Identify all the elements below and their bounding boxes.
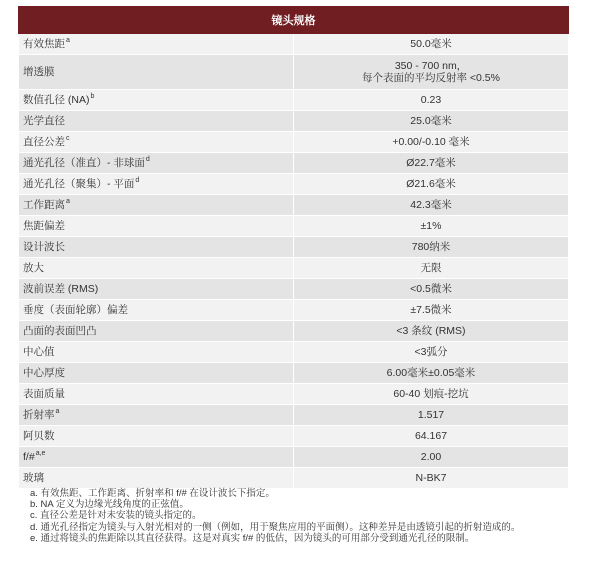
spec-name-cell <box>19 321 294 342</box>
spec-value: 无限 <box>420 262 442 274</box>
spec-value: 60-40 划痕-挖坑 <box>393 388 469 400</box>
spec-value: <0.5微米 <box>410 283 452 295</box>
spec-value-cell <box>294 300 569 321</box>
table-row <box>19 174 569 195</box>
table-row <box>19 237 569 258</box>
spec-name-cell <box>19 111 294 132</box>
spec-name-cell <box>19 405 294 426</box>
spec-name: 玻璃 <box>23 472 44 484</box>
spec-name: 垂度（表面轮廓）偏差 <box>23 304 128 316</box>
table-row <box>19 300 569 321</box>
spec-name-cell <box>19 300 294 321</box>
table-row <box>19 34 569 55</box>
spec-name: f/# <box>23 451 35 463</box>
spec-name-cell <box>19 279 294 300</box>
spec-name-cell <box>19 384 294 405</box>
spec-name-cell <box>19 468 294 489</box>
spec-name-cell <box>19 174 294 195</box>
spec-name: 通光孔径（准直）- 非球面 <box>23 157 145 169</box>
table-row <box>19 405 569 426</box>
spec-name: 工作距离 <box>23 199 65 211</box>
footnote: e. 通过将镜头的焦距除以其直径获得。这是对真实 f/# 的低估，因为镜头的可用部分受到通光孔径的限制。 <box>30 532 475 544</box>
spec-value-cell <box>294 363 569 384</box>
spec-value: 350 - 700 nm， <box>394 60 468 72</box>
spec-value: ±7.5微米 <box>410 304 452 316</box>
table-row <box>19 195 569 216</box>
footnote-marker: a,e <box>35 449 46 457</box>
table-row <box>19 384 569 405</box>
spec-name: 放大 <box>23 262 44 274</box>
spec-value-cell <box>294 405 569 426</box>
spec-name: 数值孔径 (NA) <box>23 94 90 106</box>
spec-value-cell <box>294 279 569 300</box>
table-title: 镜头规格 <box>19 7 569 34</box>
spec-name-cell <box>19 447 294 468</box>
spec-name-cell <box>19 426 294 447</box>
spec-value: Ø22.7毫米 <box>406 157 456 169</box>
footnote-marker: a <box>55 407 60 415</box>
footnote-marker: a <box>66 36 70 44</box>
spec-value-line2: 每个表面的平均反射率 <0.5% <box>362 72 500 84</box>
table-row <box>19 426 569 447</box>
spec-name-cell <box>19 237 294 258</box>
spec-value: 25.0毫米 <box>410 115 452 127</box>
table-body <box>19 34 569 489</box>
spec-name-cell <box>19 132 294 153</box>
spec-value-cell <box>294 426 569 447</box>
spec-name-cell <box>19 34 294 55</box>
spec-value: N-BK7 <box>415 472 447 484</box>
spec-name: 光学直径 <box>23 115 65 127</box>
spec-name: 凸面的表面凹凸 <box>23 325 97 337</box>
spec-name: 波前误差 (RMS) <box>23 283 99 295</box>
table-row <box>19 153 569 174</box>
table-row <box>19 321 569 342</box>
table-row <box>19 279 569 300</box>
spec-value-cell <box>294 237 569 258</box>
footnotes <box>30 488 590 544</box>
spec-value-cell <box>294 321 569 342</box>
spec-value: +0.00/-0.10 毫米 <box>392 136 470 148</box>
footnote-marker: d <box>135 176 140 184</box>
table-row <box>19 90 569 111</box>
spec-value-cell <box>294 132 569 153</box>
spec-name: 表面质量 <box>23 388 65 400</box>
footnote-marker: c <box>66 134 70 142</box>
spec-value-cell <box>294 153 569 174</box>
footnote-marker: a <box>66 197 70 205</box>
spec-value-cell <box>294 468 569 489</box>
footnote: d. 通光孔径指定为镜头与入射光相对的一侧（例如，用于聚焦应用的平面侧）。这种差异是由透镜引起的折射造成的。 <box>30 521 521 533</box>
spec-value-cell <box>294 195 569 216</box>
spec-name: 中心值 <box>23 346 55 358</box>
table-row <box>19 132 569 153</box>
spec-value-cell <box>294 34 569 55</box>
spec-value-cell <box>294 111 569 132</box>
spec-value-cell <box>294 342 569 363</box>
spec-name: 有效焦距 <box>23 38 65 50</box>
spec-value: <3弧分 <box>414 346 448 358</box>
spec-value: 6.00毫米±0.05毫米 <box>386 367 476 379</box>
spec-name: 通光孔径（聚集）- 平面 <box>23 178 135 190</box>
spec-value-cell <box>294 216 569 237</box>
spec-name: 设计波长 <box>23 241 65 253</box>
spec-value: 780纳米 <box>411 241 451 253</box>
table-row <box>19 258 569 279</box>
spec-value-cell <box>294 447 569 468</box>
spec-value: <3 条纹 (RMS) <box>396 325 466 337</box>
lens-spec-table <box>18 6 569 489</box>
footnote: a. 有效焦距、工作距离、折射率和 f/# 在设计波长下指定。 <box>30 488 275 499</box>
spec-name: 焦距偏差 <box>23 220 65 232</box>
spec-value: 42.3毫米 <box>410 199 452 211</box>
spec-value-cell <box>294 174 569 195</box>
spec-name-cell <box>19 216 294 237</box>
spec-value-cell <box>294 55 569 90</box>
spec-value-cell <box>294 384 569 405</box>
spec-name: 阿贝数 <box>23 430 55 442</box>
spec-value: ±1% <box>420 220 442 232</box>
table-row <box>19 363 569 384</box>
spec-name-cell <box>19 258 294 279</box>
spec-name-cell <box>19 195 294 216</box>
spec-name: 直径公差 <box>23 136 65 148</box>
spec-name: 折射率 <box>23 409 55 421</box>
spec-value: 64.167 <box>414 430 448 442</box>
lens-spec-panel <box>18 6 569 489</box>
table-row <box>19 468 569 489</box>
table-row <box>19 111 569 132</box>
spec-name-cell <box>19 55 294 90</box>
footnote-marker: b <box>90 92 95 100</box>
footnote-marker: d <box>145 155 150 163</box>
spec-value: 50.0毫米 <box>410 38 452 50</box>
table-header-row <box>19 7 569 34</box>
spec-name: 增透膜 <box>23 66 55 78</box>
spec-value-cell <box>294 258 569 279</box>
footnote: c. 直径公差是针对未安装的镜头指定的。 <box>30 510 202 522</box>
spec-name-cell <box>19 342 294 363</box>
spec-name-cell <box>19 90 294 111</box>
spec-name-cell <box>19 153 294 174</box>
table-row <box>19 447 569 468</box>
spec-value: 0.23 <box>420 94 442 106</box>
spec-name-cell <box>19 363 294 384</box>
spec-value: Ø21.6毫米 <box>406 178 456 190</box>
spec-name: 中心厚度 <box>23 367 65 379</box>
footnote: b. NA 定义为边缘光线角度的正弦值。 <box>30 499 189 511</box>
table-row <box>19 342 569 363</box>
table-row <box>19 216 569 237</box>
spec-value-cell <box>294 90 569 111</box>
table-row <box>19 55 569 90</box>
spec-value: 1.517 <box>417 409 445 421</box>
spec-value: 2.00 <box>420 451 442 463</box>
